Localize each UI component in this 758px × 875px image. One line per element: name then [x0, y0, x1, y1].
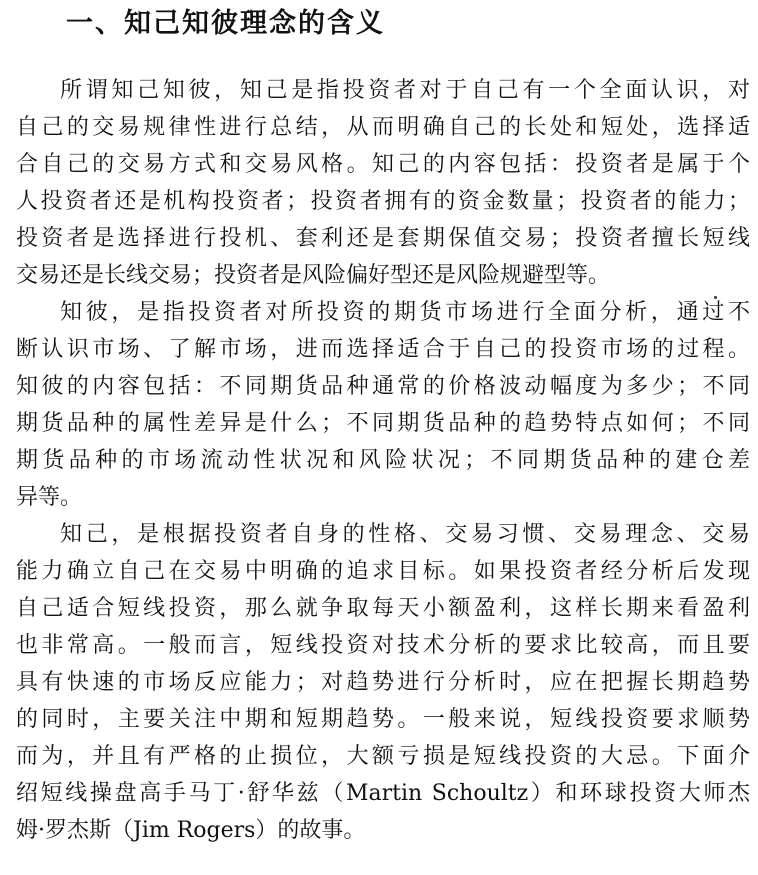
text-line: 期货品种的属性差异是什么；不同期货品种的趋势特点如何；不同: [16, 411, 750, 436]
print-speck: [714, 296, 717, 299]
section-heading: 一、知己知彼理念的含义: [66, 8, 385, 39]
text-line: 异等。: [16, 485, 83, 510]
text-line: 也非常高。一般而言，短线投资对技术分析的要求比较高，而且要: [16, 633, 750, 658]
text-line: 姆·罗杰斯（Jim Rogers）的故事。: [16, 818, 366, 843]
paragraph-know-market: [16, 294, 750, 516]
text-line: 知彼，是指投资者对所投资的期货市场进行全面分析，通过不: [60, 300, 750, 325]
text-line: 的同时，主要关注中期和短期趋势。一般来说，短线投资要求顺势: [16, 707, 750, 732]
text-line: 自己的交易规律性进行总结，从而明确自己的长处和短处，选择适: [16, 115, 750, 140]
paragraph-self-goals: [16, 516, 750, 849]
text-line: 期货品种的市场流动性状况和风险状况；不同期货品种的建仓差: [16, 448, 750, 473]
text-line: 自己适合短线投资，那么就争取每天小额盈利，这样长期来看盈利: [16, 596, 750, 621]
text-line: 投资者是选择进行投机、套利还是套期保值交易；投资者擅长短线: [16, 226, 750, 251]
text-line: 交易还是长线交易；投资者是风险偏好型还是风险规避型等。: [16, 263, 611, 288]
text-line: 能力确立自己在交易中明确的追求目标。如果投资者经分析后发现: [16, 559, 750, 584]
text-line: 绍短线操盘高手马丁·舒华兹（Martin Schoultz）和环球投资大师杰: [16, 781, 750, 806]
text-line: 具有快速的市场反应能力；对趋势进行分析时，应在把握长期趋势: [16, 670, 750, 695]
text-line: 人投资者还是机构投资者；投资者拥有的资金数量；投资者的能力；: [16, 189, 750, 214]
text-line: 合自己的交易方式和交易风格。知己的内容包括：投资者是属于个: [16, 152, 750, 177]
text-line: 而为，并且有严格的止损位，大额亏损是短线投资的大忌。下面介: [16, 744, 750, 769]
text-line: 断认识市场、了解市场，进而选择适合于自己的投资市场的过程。: [16, 337, 750, 362]
text-line: 知彼的内容包括：不同期货品种通常的价格波动幅度为多少；不同: [16, 374, 750, 399]
text-line: 所谓知己知彼，知己是指投资者对于自己有一个全面认识，对: [60, 78, 750, 103]
body-text: [16, 72, 750, 849]
paragraph-know-self: [16, 72, 750, 294]
text-line: 知己，是根据投资者自身的性格、交易习惯、交易理念、交易: [60, 522, 750, 547]
